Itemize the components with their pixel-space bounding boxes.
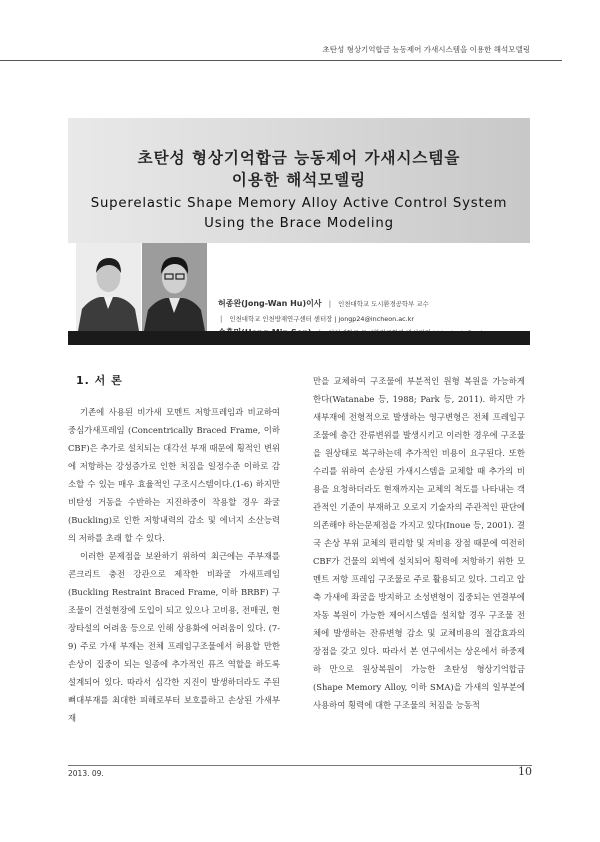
running-head-text: 초탄성 형상기억합금 능동제어 가새시스템을 이용한 해석모델링: [322, 45, 530, 54]
english-title-line-1: Superelastic Shape Memory Alloy Active Control System: [90, 196, 508, 211]
english-title-line-2: Using the Brace Modeling: [204, 216, 394, 231]
right-column: [313, 372, 525, 714]
running-head: [0, 10, 600, 54]
author-photo-1: [76, 243, 141, 331]
section-heading: 1. 서 론: [76, 374, 123, 387]
separator: |: [220, 315, 223, 323]
paragraph: 만을 교체하여 구조물에 부분적인 원형 복원을 가능하게 한다(Watanabe 등, 1988; Park 등, 2011). 하지만 가새부재에 전형적으로 발생하는 영구변형은 전체 프레임구조물에 층간 잔류변위를 발생시키고 이러한 경우에 구조물을 원상태로 복구하는데 추가적인 비용이 요구된다. 또한 수리를 위하여 손상된 가새시스템을 교체할 때 추가의 비용을 요청하더라도 현재까지는 교체의 척도를 나타내는 객관적인 기준이 부재하고 오로지 기술자의 주관적인 판단에 의존해야 하는문제점을 가지고 있다(Inoue 등, 2001). 결국 손상 부위 교체의 편리함 및 저비용 장점 때문에 여전히 CBF가 건물의 외벽에 설치되어 횡력에 저항하기 위한 모멘트 저항 프레임 구조물로 주로 활용되고 있다. 그리고 압축 가새에 좌굴을 방지하고 소성변형이 집중되는 연결부에 자동 복원이 가능한 제어시스템을 설치할 경우 구조물 전체에 발생하는 잔류변형 감소 및 교체비용의 절감효과의 장점을 갖고 있다. 따라서 본 연구에서는 상온에서 하중제하 만으로 원상복원이 가능한 초탄성 형상기억합금 (Shape Memory Alloy, 이하 SMA)을 가새의 일부분에 사용하여 횡력에 대한 구조물의 처짐을 능동적: [313, 376, 525, 710]
header-rule: [0, 60, 562, 61]
author-1-name: 허종완(Jong-Wan Hu)이사: [218, 299, 322, 308]
left-column: [68, 372, 280, 727]
korean-title: [68, 147, 530, 191]
author-1-affiliation-2: 인천대학교 인천방재연구센터 센터장 | jongp24@incheon.ac.kr: [229, 315, 414, 323]
paragraph: 기존에 사용된 비가새 모멘트 저항프레임과 비교하여 중심가새프레임 (Concentrically Braced Frame, 이하 CBF)은 추가로 설치되는 대각선 부재 때문에 횡적인 변위에 저항하는 강성증가로 인한 처짐을 일정수준 이하로 감소할 수 있는 매우 효율적인 구조시스템이다.(1-6) 하지만 비탄성 거동을 수반하는 지진하중이 작용할 경우 좌굴 (Buckling)로 인한 저항내력의 감소 및 에너지 소산능력의 저하를 초래 할 수 있다.: [68, 407, 280, 543]
author-1-affiliation: 인천대학교 도시환경공학부 교수: [338, 300, 429, 308]
footer-date: 2013. 09.: [68, 769, 104, 778]
korean-title-line-1: 초탄성 형상기억합금 능동제어 가새시스템을: [137, 149, 461, 167]
author-photo-2: [142, 243, 207, 331]
separator: |: [328, 300, 332, 308]
dark-band: [68, 331, 530, 345]
korean-title-line-2: 이용한 해석모델링: [231, 171, 367, 189]
title-block: [68, 118, 530, 243]
english-title: [68, 194, 530, 234]
paragraph: 이러한 문제점을 보완하기 위하여 최근에는 주부재를 콘크리트 충전 강관으로 제작한 비좌굴 가새프레임 (Buckling Restraint Braced Frame, 이하 BRBF) 구조물이 건설현장에 도입이 되고 있으나 고비용, 전매권, 현장타설의 어려움 등으로 인해 상용화에 어려움이 있다. (7-9) 주로 가새 부재는 전체 프레임구조물에서 허용할 만한 손상이 집중이 되는 일종에 추가적인 퓨즈 역할을 하도록 설계되어 있다. 따라서 심각한 지진이 발생하더라도 주된 뼈대부재를 최대한 피해로부터 보호를하고 손상된 가새부재: [68, 551, 280, 723]
footer-rule: [68, 765, 532, 766]
page-number: 10: [518, 765, 532, 778]
authors-block: [68, 243, 530, 331]
